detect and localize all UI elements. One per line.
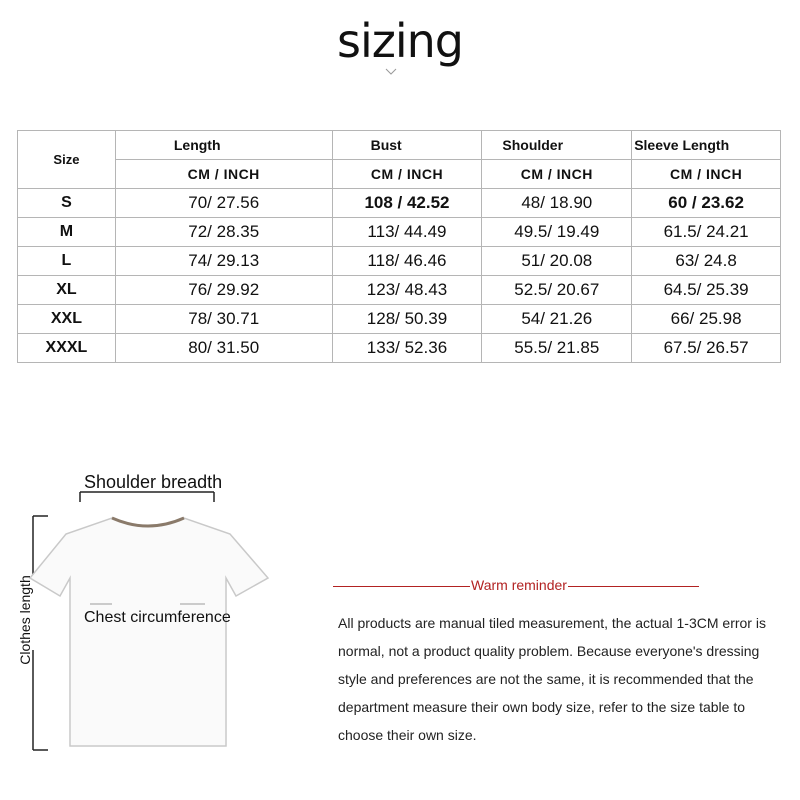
unit-row — [18, 160, 781, 189]
size-cell: XL — [18, 276, 116, 305]
bust-cell: 123/ 48.43 — [332, 276, 482, 305]
size-cell: XXL — [18, 305, 116, 334]
tshirt-outline — [30, 518, 268, 746]
sleeve-cell: 64.5/ 25.39 — [632, 276, 781, 305]
length-cell: 76/ 29.92 — [115, 276, 332, 305]
bust-cell: 108 / 42.52 — [332, 189, 482, 218]
length-cell: 80/ 31.50 — [115, 334, 332, 363]
table-row — [18, 247, 781, 276]
table-row — [18, 276, 781, 305]
page-title: sizing — [336, 14, 464, 68]
size-cell: S — [18, 189, 116, 218]
length-cell: 74/ 29.13 — [115, 247, 332, 276]
shoulder-cell: 49.5/ 19.49 — [482, 218, 632, 247]
sleeve-cell: 67.5/ 26.57 — [632, 334, 781, 363]
length-header: Length — [115, 131, 332, 160]
bust-cell: 128/ 50.39 — [332, 305, 482, 334]
shoulder-cell: 51/ 20.08 — [482, 247, 632, 276]
shoulder-header: Shoulder — [482, 131, 632, 160]
unit-label: CM / INCH — [115, 160, 332, 189]
shoulder-cell: 52.5/ 20.67 — [482, 276, 632, 305]
bust-cell: 118/ 46.46 — [332, 247, 482, 276]
bust-header: Bust — [332, 131, 482, 160]
length-cell: 70/ 27.56 — [115, 189, 332, 218]
shoulder-bracket — [80, 492, 214, 502]
length-cell: 72/ 28.35 — [115, 218, 332, 247]
table-row — [18, 189, 781, 218]
shoulder-cell: 54/ 21.26 — [482, 305, 632, 334]
sleeve-cell: 66/ 25.98 — [632, 305, 781, 334]
shoulder-breadth-label: Shoulder breadth — [84, 472, 223, 492]
size-table — [17, 130, 781, 363]
table-row — [18, 218, 781, 247]
unit-label: CM / INCH — [482, 160, 632, 189]
sleeve-cell: 63/ 24.8 — [632, 247, 781, 276]
sleeve-cell: 60 / 23.62 — [632, 189, 781, 218]
shoulder-cell: 55.5/ 21.85 — [482, 334, 632, 363]
size-cell: XXXL — [18, 334, 116, 363]
table-row — [18, 334, 781, 363]
reminder-text: All products are manual tiled measurement, the actual 1-3CM error is normal, not a product quality problem. Because everyone's dressing style and preferences are not the same, it is recommended that the department measure their own body size, refer to the size table to choose their own size. — [338, 615, 766, 743]
reminder-title: Warm reminder — [471, 577, 567, 593]
sleeve-length-header: Sleeve Length — [632, 131, 781, 160]
table-row — [18, 305, 781, 334]
table-header-row — [18, 131, 781, 160]
bust-cell: 133/ 52.36 — [332, 334, 482, 363]
sleeve-cell: 61.5/ 24.21 — [632, 218, 781, 247]
clothes-length-label: Clothes length — [17, 575, 33, 665]
bust-cell: 113/ 44.49 — [332, 218, 482, 247]
shoulder-cell: 48/ 18.90 — [482, 189, 632, 218]
unit-label: CM / INCH — [632, 160, 781, 189]
size-column-header: Size — [18, 131, 116, 189]
length-cell: 78/ 30.71 — [115, 305, 332, 334]
size-cell: M — [18, 218, 116, 247]
size-cell: L — [18, 247, 116, 276]
length-bracket — [33, 516, 48, 750]
chevron-down-icon — [385, 66, 397, 78]
unit-label: CM / INCH — [332, 160, 482, 189]
chest-circumference-label: Chest circumference — [84, 609, 231, 626]
